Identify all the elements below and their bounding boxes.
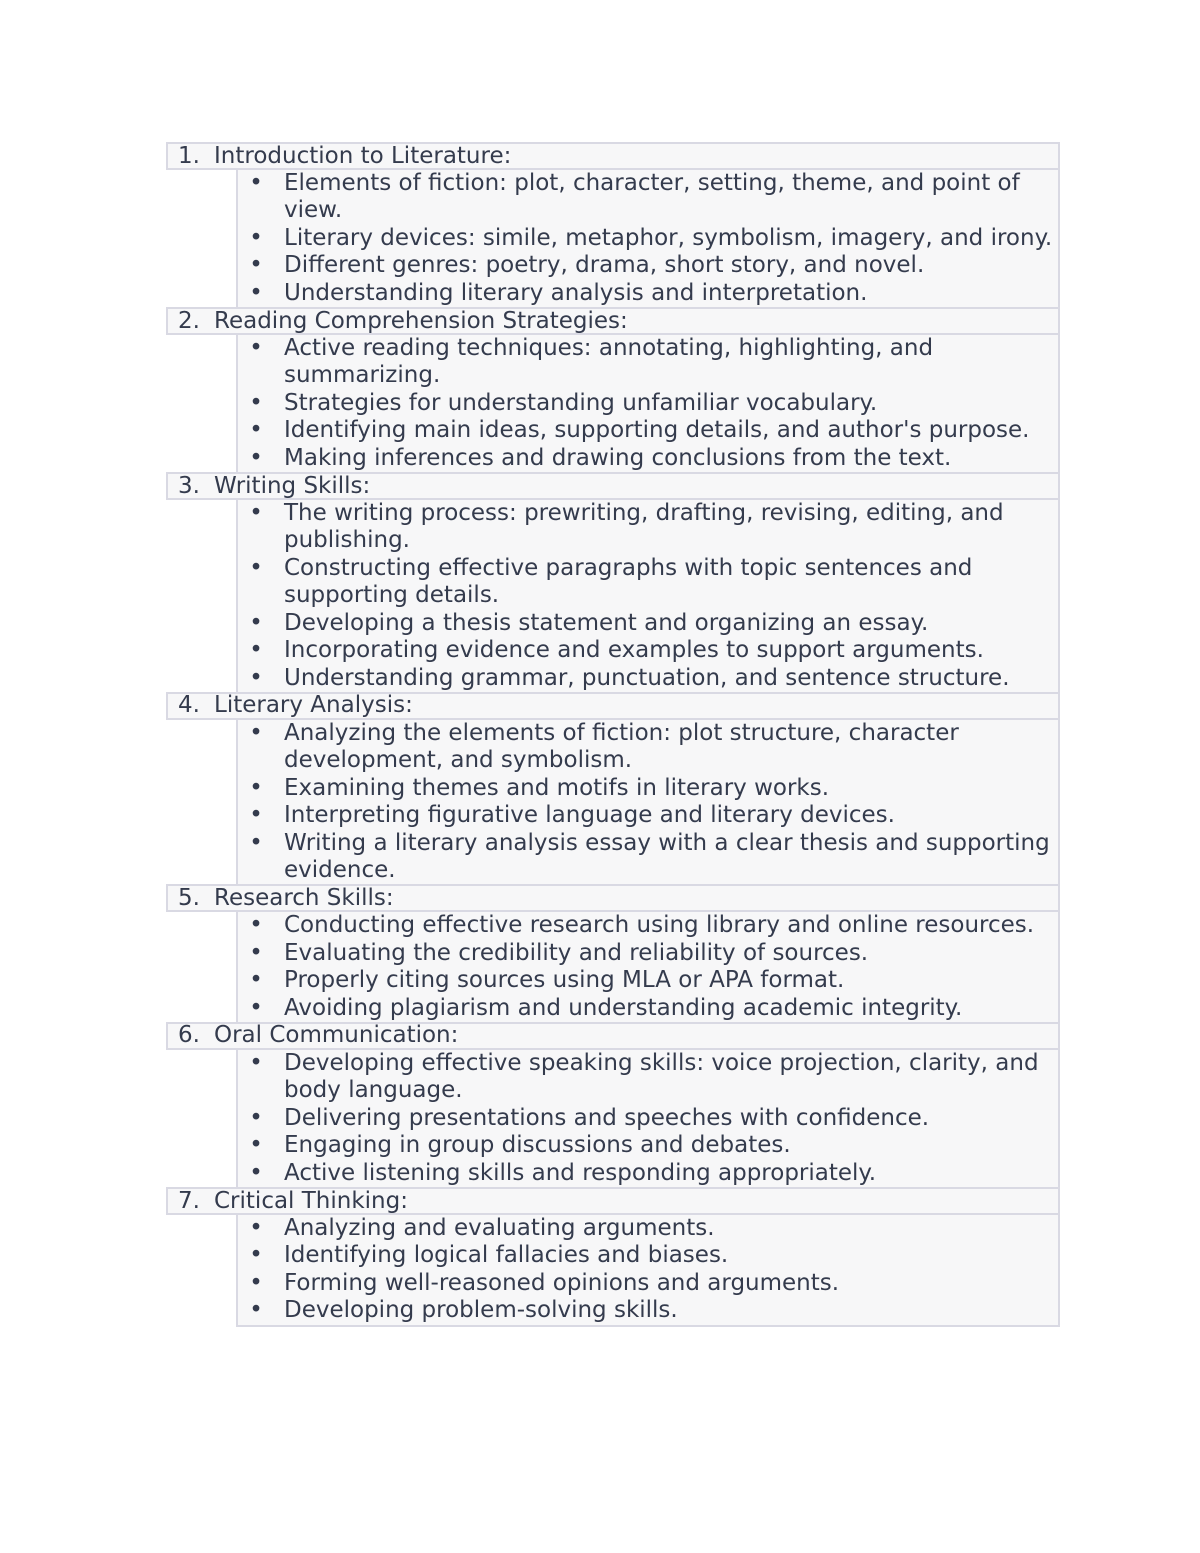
bullet-icon: • [249, 994, 263, 1021]
section-number: 5. [178, 884, 200, 911]
list-item [238, 967, 1058, 994]
list-item [238, 775, 1058, 802]
list-item [238, 912, 1058, 939]
list-item [238, 335, 1058, 390]
list-item-text: Avoiding plagiarism and understanding academic integrity. [284, 994, 963, 1021]
section-items [236, 335, 1060, 472]
list-item [238, 417, 1058, 444]
bullet-icon: • [249, 829, 263, 856]
bullet-icon: • [249, 444, 263, 471]
list-item [238, 555, 1058, 610]
section-title: Reading Comprehension Strategies: [214, 307, 628, 334]
bullet-icon: • [249, 1104, 263, 1131]
list-item-text: Examining themes and motifs in literary works. [284, 774, 830, 801]
section-number: 1. [178, 142, 200, 169]
bullet-icon: • [249, 802, 263, 829]
list-item [238, 1105, 1058, 1132]
list-item-text: Understanding grammar, punctuation, and sentence structure. [284, 664, 1010, 691]
bullet-icon: • [249, 224, 263, 251]
bullet-icon: • [249, 279, 263, 306]
list-item [238, 637, 1058, 664]
section-title: Writing Skills: [214, 472, 371, 499]
list-item-text: Identifying logical fallacies and biases. [284, 1242, 729, 1269]
bullet-icon: • [249, 170, 263, 196]
section-items [236, 912, 1060, 1022]
list-item [238, 1050, 1058, 1105]
list-item [238, 720, 1058, 775]
list-item [238, 225, 1058, 252]
section-heading [166, 142, 1060, 170]
list-item-text: Analyzing the elements of fiction: plot structure, character development, and symbolism. [284, 719, 959, 774]
list-item [238, 830, 1058, 885]
list-item-text: Writing a literary analysis essay with a clear thesis and supporting evidence. [284, 829, 1050, 883]
list-item-text: Incorporating evidence and examples to support arguments. [284, 637, 984, 664]
section-heading [166, 307, 1060, 335]
list-item-text: Constructing effective paragraphs with topic sentences and supporting details. [284, 554, 973, 609]
list-item [238, 1132, 1058, 1159]
list-item-text: Elements of fiction: plot, character, setting, theme, and point of view. [284, 170, 1020, 224]
list-item-text: Analyzing and evaluating arguments. [284, 1215, 715, 1241]
list-item-text: Active listening skills and responding appropriately. [284, 1159, 877, 1186]
list-item-text: Developing problem-solving skills. [284, 1297, 678, 1324]
list-item-text: Evaluating the credibility and reliability of sources. [284, 939, 869, 966]
list-item [238, 280, 1058, 307]
list-item-text: Properly citing sources using MLA or APA format. [284, 967, 845, 994]
list-item [238, 1270, 1058, 1297]
bullet-icon: • [249, 417, 263, 444]
bullet-icon: • [249, 1049, 263, 1076]
bullet-icon: • [249, 1159, 263, 1186]
list-item [238, 445, 1058, 472]
list-item-text: Engaging in group discussions and debates. [284, 1132, 791, 1159]
list-item [238, 1242, 1058, 1269]
list-item-text: Making inferences and drawing conclusions from the text. [284, 444, 952, 471]
list-item-text: Strategies for understanding unfamiliar vocabulary. [284, 389, 878, 416]
list-item [238, 995, 1058, 1022]
list-item-text: Developing a thesis statement and organizing an essay. [284, 609, 929, 636]
bullet-icon: • [249, 774, 263, 801]
section-title: Research Skills: [214, 884, 394, 911]
section-heading [166, 692, 1060, 720]
bullet-icon: • [249, 554, 263, 581]
list-item [238, 940, 1058, 967]
section-heading [166, 884, 1060, 912]
list-item-text: Identifying main ideas, supporting details, and author's purpose. [284, 417, 1030, 444]
bullet-icon: • [249, 1132, 263, 1159]
list-item-text: Developing effective speaking skills: voice projection, clarity, and body language. [284, 1049, 1039, 1104]
bullet-icon: • [249, 500, 263, 527]
section-title: Oral Communication: [214, 1022, 459, 1049]
list-item [238, 1215, 1058, 1242]
bullet-icon: • [249, 1242, 263, 1269]
list-item-text: The writing process: prewriting, drafting, revising, editing, and publishing. [284, 500, 1004, 554]
section-heading [166, 1022, 1060, 1050]
bullet-icon: • [249, 664, 263, 691]
bullet-icon: • [249, 1297, 263, 1324]
list-item [238, 802, 1058, 829]
section-number: 7. [178, 1187, 200, 1214]
bullet-icon: • [249, 719, 263, 746]
list-item-text: Active reading techniques: annotating, highlighting, and summarizing. [284, 335, 934, 389]
list-item [238, 610, 1058, 637]
bullet-icon: • [249, 939, 263, 966]
section-items [236, 500, 1060, 692]
list-item-text: Conducting effective research using library and online resources. [284, 912, 1035, 939]
list-item [238, 1297, 1058, 1324]
section-heading [166, 472, 1060, 500]
section-items [236, 720, 1060, 884]
list-item-text: Interpreting figurative language and literary devices. [284, 802, 895, 829]
bullet-icon: • [249, 967, 263, 994]
section-title: Introduction to Literature: [214, 142, 512, 169]
list-item-text: Forming well-reasoned opinions and arguments. [284, 1269, 840, 1296]
bullet-icon: • [249, 1269, 263, 1296]
bullet-icon: • [249, 637, 263, 664]
section-title: Literary Analysis: [214, 692, 413, 719]
list-item-text: Understanding literary analysis and interpretation. [284, 279, 868, 306]
list-item-text: Different genres: poetry, drama, short story, and novel. [284, 252, 925, 279]
section-number: 4. [178, 692, 200, 719]
section-items [236, 1215, 1060, 1327]
document-outline [166, 142, 1060, 1327]
section-number: 2. [178, 307, 200, 334]
list-item-text: Literary devices: simile, metaphor, symbolism, imagery, and irony. [284, 224, 1053, 251]
list-item [238, 500, 1058, 555]
list-item [238, 665, 1058, 692]
bullet-icon: • [249, 389, 263, 416]
section-items [236, 170, 1060, 307]
list-item [238, 390, 1058, 417]
list-item-text: Delivering presentations and speeches with confidence. [284, 1104, 930, 1131]
bullet-icon: • [249, 252, 263, 279]
bullet-icon: • [249, 335, 263, 362]
bullet-icon: • [249, 1215, 263, 1241]
bullet-icon: • [249, 912, 263, 939]
section-number: 3. [178, 472, 200, 499]
list-item [238, 252, 1058, 279]
section-number: 6. [178, 1022, 200, 1049]
list-item [238, 170, 1058, 225]
list-item [238, 1160, 1058, 1187]
bullet-icon: • [249, 609, 263, 636]
section-items [236, 1050, 1060, 1187]
section-title: Critical Thinking: [214, 1187, 408, 1214]
section-heading [166, 1187, 1060, 1215]
